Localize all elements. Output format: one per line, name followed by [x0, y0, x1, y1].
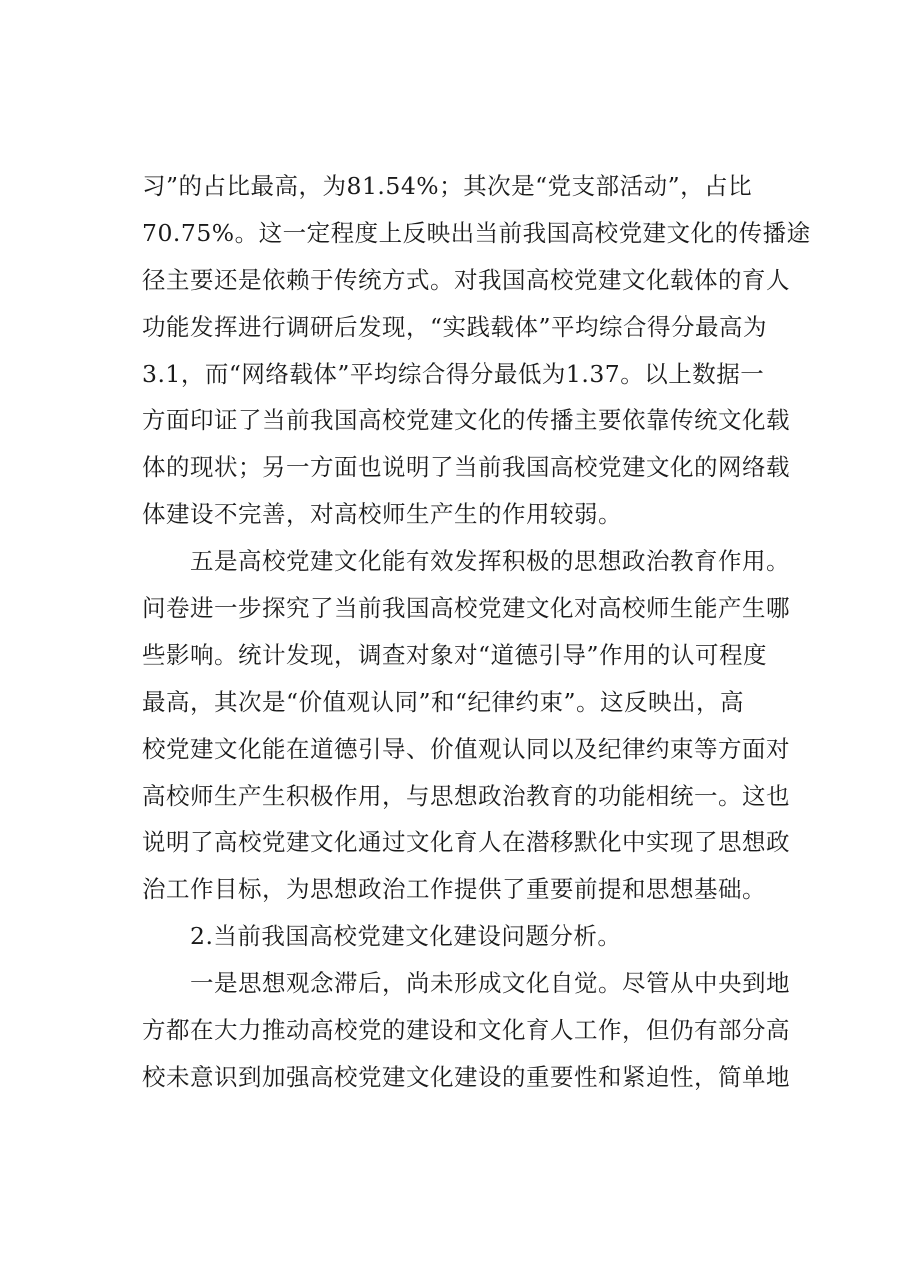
text-line: 说明了高校党建文化通过文化育人在潜移默化中实现了思想政	[142, 828, 790, 857]
text-line: 径主要还是依赖于传统方式。对我国高校党建文化载体的育人	[142, 265, 790, 294]
text-line: 方面印证了当前我国高校党建文化的传播主要依靠传统文化载	[142, 406, 790, 435]
section-heading: 2.当前我国高校党建文化建设问题分析。	[190, 922, 622, 951]
text-line: 校党建文化能在道德引导、价值观认同以及纪律约束等方面对	[142, 734, 790, 763]
text-line: 功能发挥进行调研后发现，“实践载体”平均综合得分最高为	[142, 312, 768, 341]
text-line: 3.1，而“网络载体”平均综合得分最低为1.37。以上数据一	[142, 359, 765, 388]
paragraph-start-line: 五是高校党建文化能有效发挥积极的思想政治教育作用。	[190, 547, 790, 576]
text-line: 校未意识到加强高校党建文化建设的重要性和紧迫性，简单地	[142, 1062, 790, 1091]
text-line: 体建设不完善，对高校师生产生的作用较弱。	[142, 500, 622, 529]
text-line: 最高，其次是“价值观认同”和“纪律约束”。这反映出，高	[142, 687, 745, 716]
text-line: 问卷进一步探究了当前我国高校党建文化对高校师生能产生哪	[142, 594, 790, 623]
text-line: 些影响。统计发现，调查对象对“道德引导”作用的认可程度	[142, 640, 768, 669]
text-line: 治工作目标，为思想政治工作提供了重要前提和思想基础。	[142, 875, 766, 904]
text-line: 体的现状；另一方面也说明了当前我国高校党建文化的网络载	[142, 453, 790, 482]
body-text	[142, 163, 811, 1101]
text-line: 方都在大力推动高校党的建设和文化育人工作，但仍有部分高	[142, 1016, 790, 1045]
text-line: 高校师生产生积极作用，与思想政治教育的功能相统一。这也	[142, 781, 790, 810]
paragraph-start-line: 一是思想观念滞后，尚未形成文化自觉。尽管从中央到地	[190, 969, 790, 998]
text-line: 习”的占比最高，为81.54%；其次是“党支部活动”，占比	[142, 172, 753, 200]
text-line: 70.75%。这一定程度上反映出当前我国高校党建文化的传播途	[142, 218, 811, 247]
